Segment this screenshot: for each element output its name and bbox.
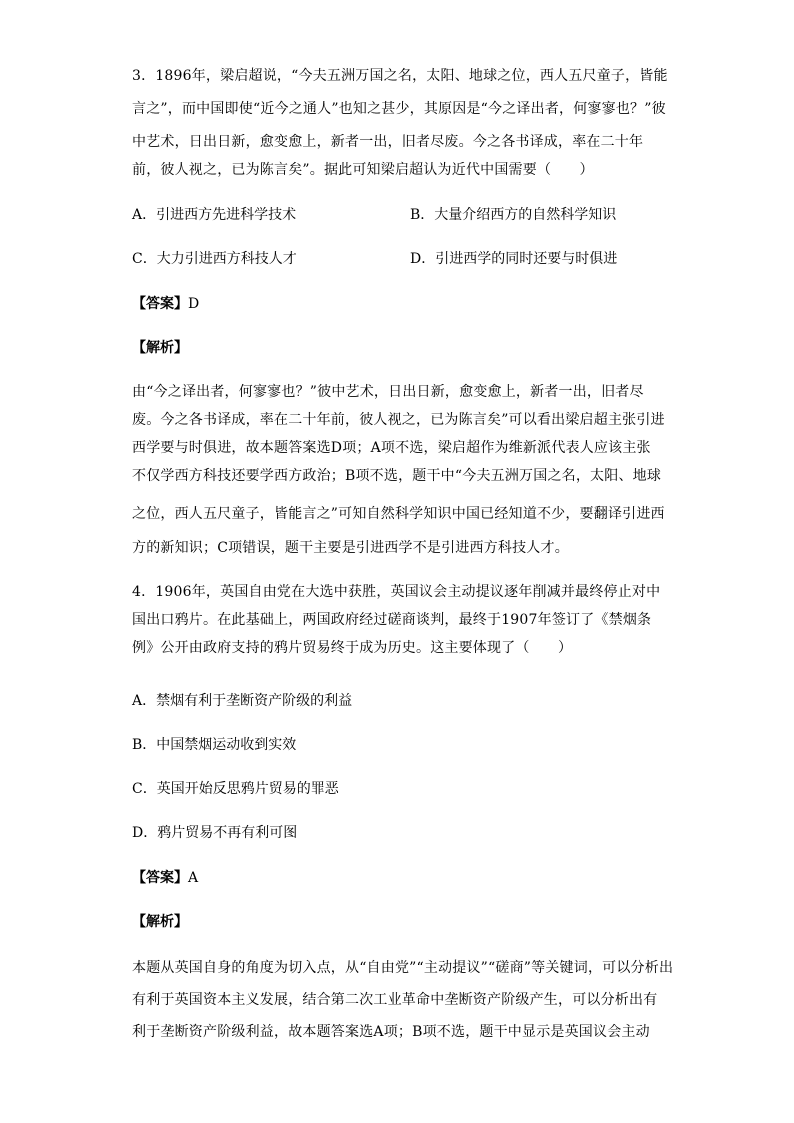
question-3-analysis-line-3: 西学要与时俱进，故本题答案选D项；A项不选，梁启超作为维新派代表人应该主张: [132, 440, 651, 456]
question-3-analysis-line-4: 不仅学西方科技还要学西方政治；B项不选，题干中“今夫五洲万国之名，太阳、地球: [132, 468, 662, 484]
question-3-analysis-line-2: 废。今之各书译成，率在二十年前，彼人视之，已为陈言矣”可以看出梁启超主张引进: [132, 412, 665, 428]
question-4-answer: [132, 868, 198, 888]
question-4-analysis-line-2: 有利于英国资本主义发展，结合第二次工业革命中垄断资产阶级产生，可以分析出有: [132, 992, 658, 1008]
question-3-stem-line-1: 3．1896年，梁启超说，“今夫五洲万国之名，太阳、地球之位，西人五尺童子，皆能: [132, 68, 668, 84]
question-3-option-d: D．引进西学的同时还要与时俱进: [410, 251, 618, 267]
answer-label: 【答案】: [132, 296, 188, 312]
question-4-option-d: D．鸦片贸易不再有利可图: [132, 825, 298, 841]
question-3-analysis-line-1: 由“今之译出者，何寥寥也？”彼中艺术，日出日新，愈变愈上，新者一出，旧者尽: [132, 384, 644, 400]
question-4-stem-line-1: 4．1906年，英国自由党在大选中获胜，英国议会主动提议逐年削减并最终停止对中: [132, 584, 661, 600]
answer-value: A: [188, 870, 199, 886]
question-3-stem-line-3: 中艺术，日出日新，愈变愈上，新者一出，旧者尽废。今之各书译成，率在二十年: [132, 134, 644, 150]
question-4-option-c: C．英国开始反思鸦片贸易的罪恶: [132, 781, 339, 797]
question-4-option-a: A．禁烟有利于垄断资产阶级的利益: [132, 693, 353, 709]
question-4-analysis-line-3: 利于垄断资产阶级利益，故本题答案选A项；B项不选，题干中显示是英国议会主动: [132, 1024, 650, 1040]
question-4-option-b: B．中国禁烟运动收到实效: [132, 737, 297, 753]
answer-value: D: [188, 296, 200, 312]
question-3-option-c: C．大力引进西方科技人才: [132, 251, 297, 267]
question-4-analysis-line-1: 本题从英国自身的角度为切入点，从“自由党”“主动提议”“磋商”等关键词，可以分析出: [132, 960, 674, 976]
question-4-analysis-label: 【解析】: [132, 914, 188, 930]
question-3-option-b: B．大量介绍西方的自然科学知识: [410, 207, 617, 223]
answer-label: 【答案】: [132, 870, 188, 886]
question-4-stem-line-3: 例》公开由政府支持的鸦片贸易终于成为历史。这主要体现了（ ）: [132, 640, 573, 656]
question-3-stem-line-4: 前，彼人视之，已为陈言矣”。据此可知梁启超认为近代中国需要（ ）: [132, 162, 594, 178]
question-3-answer: [132, 294, 199, 314]
question-3-analysis-label: 【解析】: [132, 340, 188, 356]
question-4-stem-line-2: 国出口鸦片。在此基础上，两国政府经过磋商谈判，最终于1907年签订了《禁烟条: [132, 612, 652, 628]
question-3-analysis-line-6: 方的新知识；C项错误，题干主要是引进西学不是引进西方科技人才。: [132, 540, 569, 556]
question-3-option-a: A．引进西方先进科学技术: [132, 207, 297, 223]
question-3-stem-line-2: 言之”，而中国即使“近今之通人”也知之甚少，其原因是“今之译出者，何寥寥也？”彼: [132, 101, 666, 117]
question-3-analysis-line-5: 之位，西人五尺童子，皆能言之”可知自然科学知识中国已经知道不少，要翻译引进西: [132, 506, 665, 522]
